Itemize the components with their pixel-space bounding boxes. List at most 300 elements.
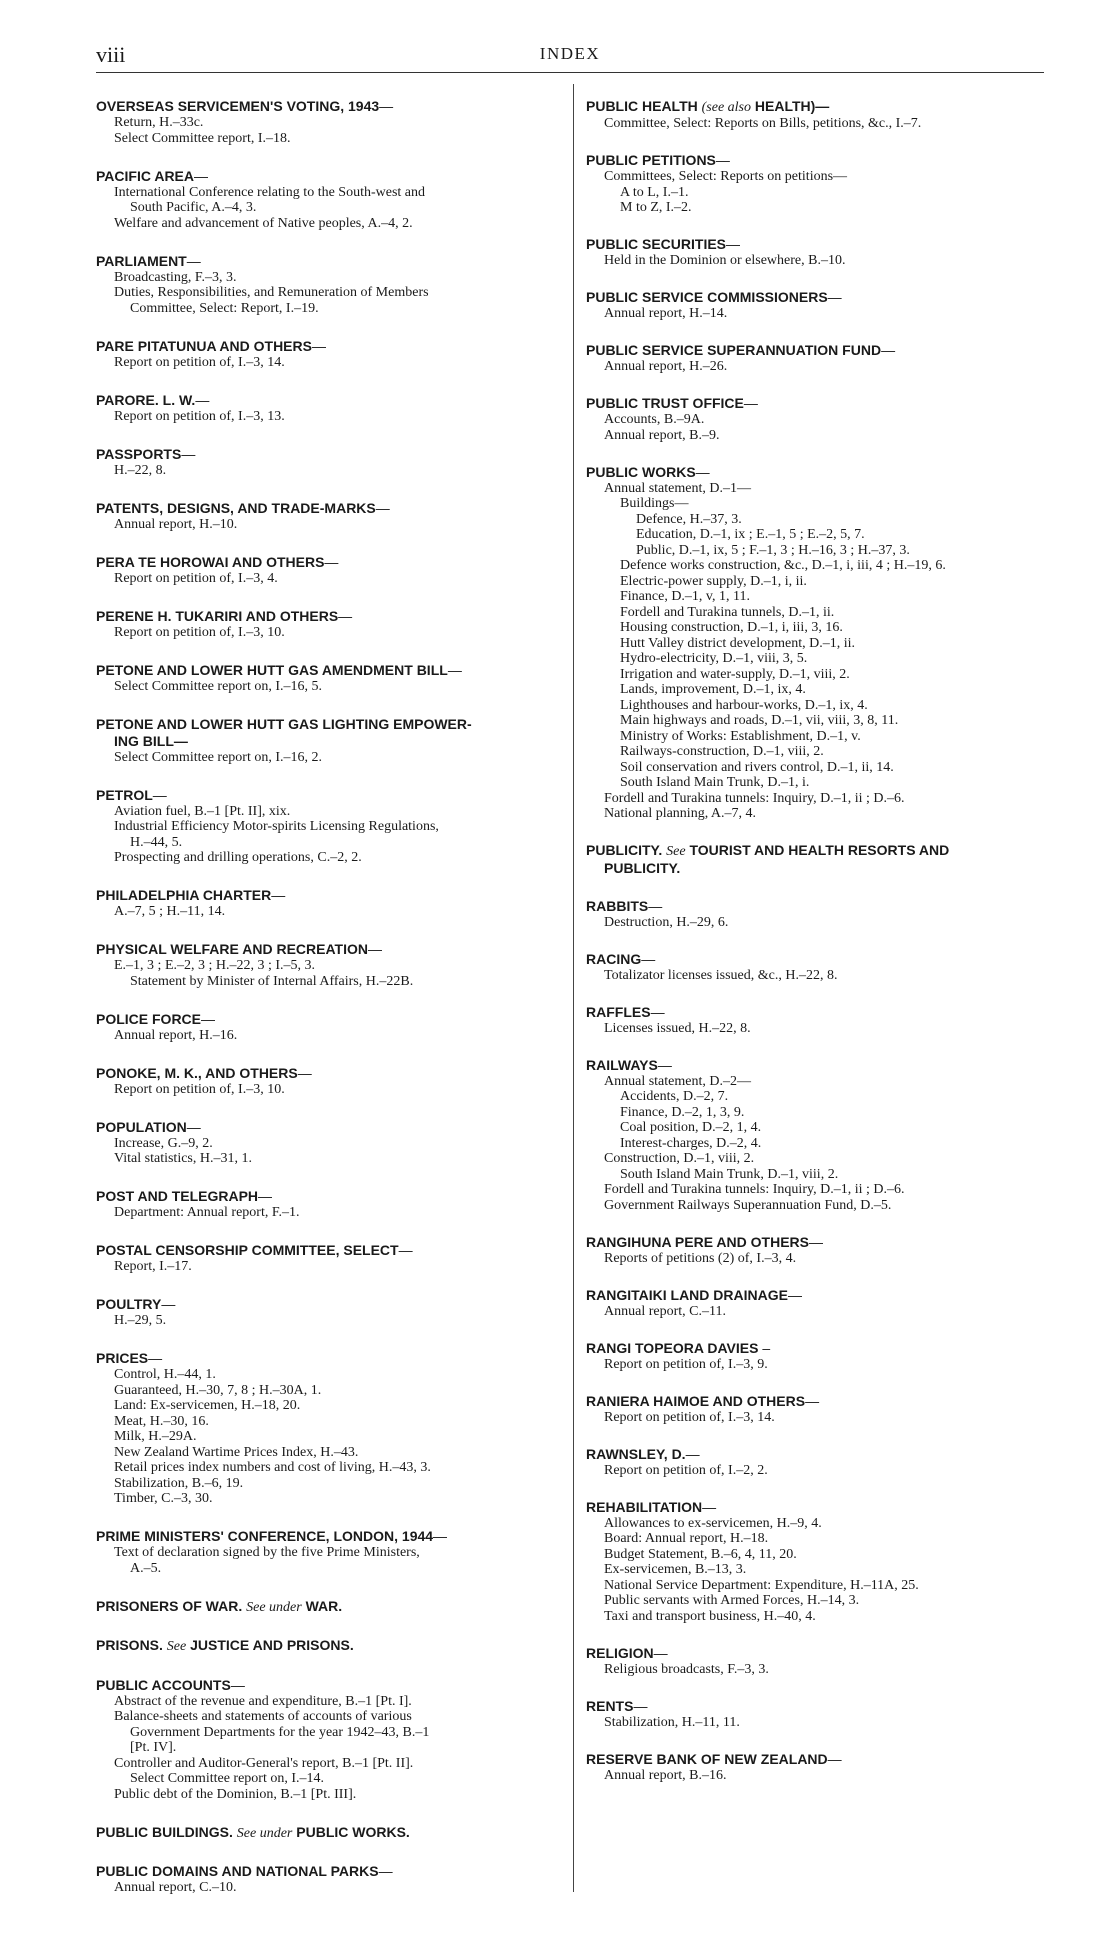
entry-heading-text: RELIGION bbox=[586, 1644, 654, 1661]
entry-heading bbox=[96, 168, 560, 185]
entry-heading-dash: — bbox=[186, 252, 201, 269]
entry-subline: National planning, A.–7, 4. bbox=[604, 806, 757, 821]
entry-subline: Annual report, C.–10. bbox=[114, 1880, 237, 1895]
entry-heading-text: RANGITAIKI LAND DRAINAGE bbox=[586, 1286, 788, 1303]
index-entry bbox=[586, 1340, 1044, 1373]
index-entry bbox=[96, 716, 560, 766]
entry-heading-text: PUBLIC WORKS bbox=[586, 463, 696, 480]
entry-subline: Statement by Minister of Internal Affairs, H.–22B. bbox=[130, 973, 414, 989]
entry-heading-text: PRIME MINISTERS' CONFERENCE, LONDON, 1944 bbox=[96, 1528, 434, 1544]
entry-subline: Held in the Dominion or elsewhere, B.–10. bbox=[604, 253, 846, 268]
entry-subline: Report on petition of, I.–3, 14. bbox=[114, 354, 285, 370]
entry-heading bbox=[96, 446, 560, 463]
entry-heading-dash: — bbox=[367, 941, 382, 957]
entry-subline: Finance, D.–2, 1, 3, 9. bbox=[620, 1104, 745, 1120]
entry-heading bbox=[586, 152, 1044, 169]
see-target-text: JUSTICE AND PRISONS. bbox=[190, 1637, 354, 1653]
see-reference-text: See under bbox=[236, 1825, 293, 1841]
entry-subline: Committee, Select: Report, I.–19. bbox=[130, 300, 319, 316]
entry-heading bbox=[96, 554, 560, 571]
entry-subline: Public debt of the Dominion, B.–1 [Pt. III]. bbox=[114, 1786, 357, 1802]
entry-heading bbox=[586, 1340, 1044, 1357]
entry-heading bbox=[96, 1677, 560, 1694]
entry-heading bbox=[586, 236, 1044, 253]
see-also-text: (see also bbox=[701, 100, 752, 115]
entry-subline: Report on petition of, I.–3, 10. bbox=[114, 1081, 285, 1097]
entry-heading-dash: — bbox=[161, 1296, 176, 1312]
entry-subline: Duties, Responsibilities, and Remuneration of Members bbox=[114, 285, 429, 300]
index-entry bbox=[586, 1234, 1044, 1267]
entry-subline: Lands, improvement, D.–1, ix, 4. bbox=[620, 682, 806, 697]
index-entry bbox=[96, 1637, 560, 1655]
entry-heading-text: RESERVE BANK OF NEW ZEALAND bbox=[586, 1750, 828, 1767]
index-entry bbox=[586, 1751, 1044, 1784]
index-entry bbox=[96, 608, 560, 641]
entry-subline: Report, I.–17. bbox=[114, 1259, 192, 1274]
entry-heading-dash: — bbox=[827, 289, 842, 305]
entry-subline: Annual statement, D.–2— bbox=[604, 1073, 751, 1089]
entry-subline: Annual report, C.–11. bbox=[604, 1303, 726, 1319]
entry-heading-text: PETONE AND LOWER HUTT GAS AMENDMENT BILL bbox=[96, 661, 448, 678]
entry-heading bbox=[96, 1863, 560, 1880]
entry-heading-text: RAILWAYS bbox=[586, 1056, 658, 1073]
entry-subline: Prospecting and drilling operations, C.–2, 2. bbox=[114, 850, 362, 865]
index-entry bbox=[96, 1824, 560, 1842]
entry-subline: Select Committee report on, I.–14. bbox=[130, 1771, 325, 1786]
entry-heading bbox=[586, 1751, 1044, 1768]
entry-subline: [Pt. IV]. bbox=[130, 1740, 177, 1755]
column-divider bbox=[573, 84, 574, 1892]
entry-subline: Hydro-electricity, D.–1, viii, 3, 5. bbox=[620, 651, 808, 666]
entry-heading-continuation: PUBLICITY. bbox=[604, 860, 681, 876]
entry-subline: Department: Annual report, F.–1. bbox=[114, 1205, 300, 1220]
entry-heading-dash: — bbox=[297, 1064, 312, 1081]
index-entry bbox=[96, 662, 560, 695]
entry-heading-text: PHILADELPHIA CHARTER bbox=[96, 887, 272, 903]
index-entry bbox=[586, 1499, 1044, 1625]
entry-heading-text: PUBLIC SERVICE COMMISSIONERS bbox=[586, 289, 828, 305]
index-entry bbox=[586, 1057, 1044, 1214]
entry-subline: Hutt Valley district development, D.–1, ii. bbox=[620, 635, 855, 651]
index-entry bbox=[96, 446, 560, 479]
index-entry bbox=[586, 342, 1044, 375]
see-reference-text: See under bbox=[246, 1599, 302, 1615]
entry-heading bbox=[586, 1499, 1044, 1516]
index-entry bbox=[96, 98, 560, 146]
entry-heading bbox=[96, 1637, 560, 1655]
entry-heading bbox=[586, 951, 1044, 968]
entry-heading-text: PATENTS, DESIGNS, AND TRADE-MARKS bbox=[96, 499, 376, 516]
entry-subline: Budget Statement, B.–6, 4, 11, 20. bbox=[604, 1546, 797, 1562]
entry-subline: M to Z, I.–2. bbox=[620, 200, 692, 215]
entry-subline: Accounts, B.–9A. bbox=[604, 412, 705, 427]
index-entry bbox=[586, 951, 1044, 984]
entry-subline: South Island Main Trunk, D.–1, viii, 2. bbox=[620, 1166, 839, 1182]
entry-heading-dash: — bbox=[398, 1242, 413, 1258]
entry-subline: National Service Department: Expenditure, H.–11A, 25. bbox=[604, 1577, 919, 1593]
entry-subline: A to L, I.–1. bbox=[620, 184, 689, 200]
entry-subline: Committees, Select: Reports on petitions— bbox=[604, 169, 848, 184]
index-entry bbox=[96, 1119, 560, 1167]
entry-heading-dash: — bbox=[685, 1445, 700, 1462]
entry-heading-text: POLICE FORCE bbox=[96, 1010, 202, 1027]
index-entry bbox=[96, 1242, 560, 1275]
entry-subline: Retail prices index numbers and cost of living, H.–43, 3. bbox=[114, 1460, 431, 1475]
entry-subline: Increase, G.–9, 2. bbox=[114, 1135, 213, 1151]
entry-heading bbox=[96, 716, 560, 733]
entry-subline: South Pacific, A.–4, 3. bbox=[130, 200, 257, 215]
index-entry bbox=[586, 1287, 1044, 1320]
entry-subline: Annual report, B.–16. bbox=[604, 1767, 727, 1783]
entry-heading bbox=[96, 941, 560, 958]
entry-heading bbox=[96, 98, 560, 115]
entry-subline: Taxi and transport business, H.–40, 4. bbox=[604, 1608, 816, 1624]
entry-subline: Meat, H.–30, 16. bbox=[114, 1413, 209, 1429]
index-entry bbox=[96, 554, 560, 587]
index-entry bbox=[96, 1863, 560, 1896]
entry-subline: Public servants with Armed Forces, H.–14, 3. bbox=[604, 1593, 860, 1608]
entry-subline: Soil conservation and rivers control, D.–1, ii, 14. bbox=[620, 759, 894, 775]
entry-heading bbox=[586, 342, 1044, 359]
entry-subline: A.–7, 5 ; H.–11, 14. bbox=[114, 904, 226, 919]
entry-subline: Annual report, H.–16. bbox=[114, 1027, 238, 1043]
entry-heading-dash: — bbox=[194, 167, 208, 184]
entry-heading-text: PETONE AND LOWER HUTT GAS LIGHTING EMPOWER- bbox=[96, 715, 472, 732]
entry-subline: Public, D.–1, ix, 5 ; F.–1, 3 ; H.–16, 3 ; H.–37, 3. bbox=[636, 542, 910, 558]
index-entry bbox=[586, 98, 1044, 132]
entry-subline: Report on petition of, I.–3, 14. bbox=[604, 1409, 775, 1425]
entry-heading bbox=[586, 395, 1044, 412]
entry-subline: Irrigation and water-supply, D.–1, viii, 2. bbox=[620, 666, 850, 682]
entry-heading bbox=[96, 608, 560, 625]
index-entry bbox=[96, 1350, 560, 1507]
index-entry bbox=[96, 338, 560, 371]
entry-heading-dash: — bbox=[695, 463, 710, 480]
entry-heading-dash: — bbox=[311, 337, 326, 354]
entry-heading-text: PASSPORTS bbox=[96, 445, 182, 462]
entry-heading-dash: — bbox=[324, 553, 339, 570]
entry-subline: Reports of petitions (2) of, I.–3, 4. bbox=[604, 1250, 797, 1266]
index-entry bbox=[96, 1296, 560, 1329]
index-entry bbox=[96, 787, 560, 866]
index-entry bbox=[586, 1698, 1044, 1731]
entry-subline: Accidents, D.–2, 7. bbox=[620, 1089, 729, 1104]
entry-heading-dash: — bbox=[447, 661, 462, 678]
entry-heading-text: RAWNSLEY, D. bbox=[586, 1445, 686, 1462]
entry-heading bbox=[586, 464, 1044, 481]
see-target-text: WAR. bbox=[305, 1597, 343, 1614]
entry-heading-text: PUBLIC DOMAINS AND NATIONAL PARKS bbox=[96, 1863, 379, 1879]
entry-heading-text: PARLIAMENT bbox=[96, 252, 187, 269]
entry-heading-text: PRISONS. bbox=[96, 1637, 163, 1653]
entry-subline: H.–44, 5. bbox=[130, 834, 183, 850]
entry-subline: Land: Ex-servicemen, H.–18, 20. bbox=[114, 1398, 301, 1413]
entry-subline: Government Railways Superannuation Fund, D.–5. bbox=[604, 1197, 892, 1213]
entry-heading bbox=[96, 500, 560, 517]
index-entry bbox=[96, 941, 560, 989]
entry-heading-dash: — bbox=[657, 1056, 672, 1073]
entry-subline: Construction, D.–1, viii, 2. bbox=[604, 1151, 755, 1166]
entry-heading-text: RENTS bbox=[586, 1697, 634, 1714]
index-column-left bbox=[96, 98, 560, 1896]
entry-subline: Report on petition of, I.–3, 9. bbox=[604, 1356, 768, 1372]
entry-heading-dash: — bbox=[195, 391, 210, 408]
entry-subline: Balance-sheets and statements of accounts of various bbox=[114, 1709, 412, 1724]
entry-heading-text: PARE PITATUNUA AND OTHERS bbox=[96, 337, 312, 354]
entry-heading bbox=[96, 1242, 560, 1259]
index-entry bbox=[96, 392, 560, 425]
entry-subline: New Zealand Wartime Prices Index, H.–43. bbox=[114, 1444, 359, 1460]
entry-heading-dash: — bbox=[787, 1286, 802, 1303]
entry-subline: Annual report, H.–14. bbox=[604, 306, 728, 321]
entry-subline: Main highways and roads, D.–1, vii, viii, 3, 8, 11. bbox=[620, 713, 899, 728]
entry-subline: Report on petition of, I.–3, 13. bbox=[114, 408, 285, 424]
entry-subline: Finance, D.–1, v, 1, 11. bbox=[620, 589, 750, 604]
entry-heading bbox=[586, 1645, 1044, 1662]
entry-heading-text: PUBLIC BUILDINGS. bbox=[96, 1823, 233, 1840]
entry-heading-dash: — bbox=[633, 1697, 648, 1714]
index-entry bbox=[586, 236, 1044, 269]
entry-heading-dash: – bbox=[758, 1339, 771, 1356]
index-entry bbox=[96, 887, 560, 920]
entry-heading-text: PONOKE, M. K., AND OTHERS bbox=[96, 1064, 298, 1081]
entry-heading-text: PUBLIC SECURITIES bbox=[586, 236, 727, 252]
entry-heading-text: PARORE. L. W. bbox=[96, 391, 196, 408]
entry-heading-dash: — bbox=[715, 152, 730, 168]
entry-heading-dash: — bbox=[375, 499, 390, 516]
entry-heading-dash: — bbox=[805, 1392, 820, 1409]
index-entry bbox=[96, 1528, 560, 1576]
entry-heading-dash: — bbox=[641, 950, 656, 967]
entry-heading bbox=[96, 1824, 560, 1842]
index-entry bbox=[586, 1004, 1044, 1037]
entry-heading-dash: — bbox=[338, 607, 353, 624]
index-entry bbox=[96, 1011, 560, 1044]
entry-subline: Fordell and Turakina tunnels: Inquiry, D.–1, ii ; D.–6. bbox=[604, 790, 905, 806]
entry-subline: South Island Main Trunk, D.–1, i. bbox=[620, 775, 810, 790]
index-entry bbox=[96, 253, 560, 317]
entry-subline: H.–22, 8. bbox=[114, 462, 167, 478]
entry-heading-text: POULTRY bbox=[96, 1296, 162, 1312]
entry-heading bbox=[96, 662, 560, 679]
entry-heading-dash: — bbox=[653, 1644, 668, 1661]
entry-subline: Coal position, D.–2, 1, 4. bbox=[620, 1120, 762, 1135]
index-entry bbox=[96, 1677, 560, 1803]
entry-heading bbox=[96, 1065, 560, 1082]
index-entry bbox=[586, 1446, 1044, 1479]
entry-heading-text: OVERSEAS SERVICEMEN'S VOTING, 1943 bbox=[96, 98, 380, 114]
see-target-text: TOURIST AND HEALTH RESORTS AND bbox=[689, 842, 950, 858]
entry-heading bbox=[96, 1011, 560, 1028]
index-entry bbox=[586, 464, 1044, 822]
entry-heading-dash: — bbox=[648, 897, 663, 914]
entry-subline: Guaranteed, H.–30, 7, 8 ; H.–30A, 1. bbox=[114, 1382, 322, 1398]
header-rule bbox=[96, 72, 1044, 73]
entry-heading bbox=[586, 1234, 1044, 1251]
entry-heading-continuation: ING BILL— bbox=[114, 732, 188, 749]
entry-heading-dash: — bbox=[230, 1676, 245, 1693]
entry-subline: Destruction, H.–29, 6. bbox=[604, 914, 729, 930]
entry-subline: Railways-construction, D.–1, viii, 2. bbox=[620, 744, 824, 759]
entry-heading-text: PUBLIC ACCOUNTS bbox=[96, 1676, 231, 1693]
entry-subline: H.–29, 5. bbox=[114, 1313, 167, 1328]
entry-heading-dash: — bbox=[881, 342, 896, 358]
entry-subline: Report on petition of, I.–3, 4. bbox=[114, 570, 278, 586]
entry-subline: Defence works construction, &c., D.–1, i, iii, 4 ; H.–19, 6. bbox=[620, 558, 946, 573]
entry-heading-text: RAFFLES bbox=[586, 1003, 651, 1020]
entry-heading-text: PUBLIC PETITIONS bbox=[586, 152, 716, 168]
page-header bbox=[96, 42, 1044, 68]
index-column-right bbox=[586, 98, 1044, 1783]
entry-heading-text: RACING bbox=[586, 950, 642, 967]
entry-subline: Annual report, H.–10. bbox=[114, 516, 238, 532]
entry-heading bbox=[586, 898, 1044, 915]
index-entry bbox=[96, 1188, 560, 1221]
entry-subline: Control, H.–44, 1. bbox=[114, 1367, 216, 1382]
entry-subline: Government Departments for the year 1942–43, B.–1 bbox=[130, 1724, 430, 1740]
index-entry bbox=[586, 842, 1044, 877]
index-entry bbox=[586, 289, 1044, 322]
entry-heading-text: PERENE H. TUKARIRI AND OTHERS bbox=[96, 607, 339, 624]
entry-heading bbox=[586, 1004, 1044, 1021]
entry-heading bbox=[96, 253, 560, 270]
see-reference-text: See bbox=[666, 844, 686, 859]
entry-heading-text: PHYSICAL WELFARE AND RECREATION bbox=[96, 941, 368, 957]
entry-subline: Controller and Auditor-General's report, B.–1 [Pt. II]. bbox=[114, 1755, 414, 1771]
entry-heading-text: PRICES bbox=[96, 1350, 149, 1366]
entry-heading-text: PACIFIC AREA bbox=[96, 167, 194, 184]
entry-heading-dash: — bbox=[433, 1528, 448, 1544]
page-title: INDEX bbox=[539, 44, 601, 63]
entry-heading bbox=[96, 1350, 560, 1367]
entry-subline: Electric-power supply, D.–1, i, ii. bbox=[620, 573, 807, 589]
entry-heading-tail: HEALTH)— bbox=[754, 98, 830, 114]
entry-subline: Vital statistics, H.–31, 1. bbox=[114, 1151, 252, 1166]
entry-subline: Select Committee report on, I.–16, 5. bbox=[114, 678, 323, 694]
entry-heading-dash: — bbox=[271, 887, 286, 903]
index-entry bbox=[96, 1598, 560, 1616]
entry-heading-text: RANIERA HAIMOE AND OTHERS bbox=[586, 1392, 806, 1409]
entry-heading-text: RABBITS bbox=[586, 897, 649, 914]
index-entry bbox=[586, 395, 1044, 443]
entry-subline: Annual report, B.–9. bbox=[604, 427, 720, 443]
entry-heading bbox=[586, 1057, 1044, 1074]
entry-subline: Committee, Select: Reports on Bills, petitions, &c., I.–7. bbox=[604, 116, 922, 131]
entry-subline: Select Committee report, I.–18. bbox=[114, 130, 291, 146]
entry-heading-text: REHABILITATION bbox=[586, 1498, 703, 1515]
entry-subline: Welfare and advancement of Native peoples, A.–4, 2. bbox=[114, 215, 413, 231]
entry-subline: Report on petition of, I.–2, 2. bbox=[604, 1462, 768, 1478]
entry-heading bbox=[96, 1296, 560, 1313]
entry-heading bbox=[586, 1698, 1044, 1715]
entry-heading-text: RANGI TOPEORA DAVIES bbox=[586, 1339, 759, 1356]
see-target-text: PUBLIC WORKS. bbox=[296, 1823, 410, 1840]
entry-subline: Board: Annual report, H.–18. bbox=[604, 1531, 769, 1546]
entry-subline: Return, H.–33c. bbox=[114, 115, 204, 130]
entry-heading-dash: — bbox=[258, 1188, 273, 1204]
entry-heading-text: PETROL bbox=[96, 786, 153, 803]
entry-heading bbox=[96, 1119, 560, 1136]
entry-subline: Totalizator licenses issued, &c., H.–22, 8. bbox=[604, 967, 838, 983]
entry-subline: E.–1, 3 ; E.–2, 3 ; H.–22, 3 ; I.–5, 3. bbox=[114, 958, 316, 973]
entry-heading-dash: — bbox=[201, 1010, 216, 1027]
entry-heading-dash: — bbox=[148, 1350, 163, 1366]
entry-subline: Religious broadcasts, F.–3, 3. bbox=[604, 1661, 769, 1677]
entry-subline: Aviation fuel, B.–1 [Pt. II], xix. bbox=[114, 803, 291, 819]
entry-subline: Stabilization, B.–6, 19. bbox=[114, 1475, 244, 1491]
entry-heading bbox=[96, 787, 560, 804]
entry-heading bbox=[586, 842, 1044, 860]
index-entry bbox=[586, 152, 1044, 216]
entry-heading-dash: — bbox=[650, 1003, 665, 1020]
entry-subline: Abstract of the revenue and expenditure, B.–1 [Pt. I]. bbox=[114, 1693, 412, 1709]
entry-subline: Education, D.–1, ix ; E.–1, 5 ; E.–2, 5, 7. bbox=[636, 527, 865, 542]
entry-subline: A.–5. bbox=[130, 1560, 162, 1576]
entry-heading-text: PRISONERS OF WAR. bbox=[96, 1597, 243, 1614]
entry-subline: Buildings— bbox=[620, 496, 689, 511]
entry-subline: Text of declaration signed by the five Prime Ministers, bbox=[114, 1545, 420, 1560]
entry-subline: Industrial Efficiency Motor-spirits Licensing Regulations, bbox=[114, 819, 439, 834]
entry-subline: Report on petition of, I.–3, 10. bbox=[114, 624, 285, 640]
entry-heading-text: POST AND TELEGRAPH bbox=[96, 1188, 259, 1204]
entry-subline: Ex-servicemen, B.–13, 3. bbox=[604, 1562, 747, 1577]
entry-subline: Select Committee report on, I.–16, 2. bbox=[114, 749, 323, 765]
index-entry bbox=[96, 1065, 560, 1098]
entry-subline: Annual report, H.–26. bbox=[604, 359, 728, 374]
entry-heading bbox=[96, 887, 560, 904]
entry-heading-text: PUBLICITY. bbox=[586, 842, 663, 858]
entry-heading-text: PERA TE HOROWAI AND OTHERS bbox=[96, 553, 325, 570]
entry-subline: Fordell and Turakina tunnels, D.–1, ii. bbox=[620, 604, 835, 620]
index-entry bbox=[586, 1393, 1044, 1426]
entry-heading-text: POPULATION bbox=[96, 1118, 187, 1135]
entry-subline: Stabilization, H.–11, 11. bbox=[604, 1714, 740, 1730]
entry-heading-text: POSTAL CENSORSHIP COMMITTEE, SELECT bbox=[96, 1242, 399, 1258]
entry-subline: International Conference relating to the South-west and bbox=[114, 184, 426, 200]
entry-subline: Licenses issued, H.–22, 8. bbox=[604, 1020, 751, 1036]
entry-heading-dash: — bbox=[743, 395, 758, 411]
entry-heading bbox=[96, 392, 560, 409]
entry-heading bbox=[586, 1287, 1044, 1304]
entry-subline: Interest-charges, D.–2, 4. bbox=[620, 1135, 762, 1151]
entry-heading-dash: — bbox=[181, 445, 196, 462]
index-entry bbox=[586, 1645, 1044, 1678]
index-entry bbox=[96, 500, 560, 533]
entry-heading-dash: — bbox=[379, 98, 394, 114]
entry-heading-dash: — bbox=[186, 1118, 201, 1135]
entry-heading bbox=[586, 98, 1044, 116]
entry-subline: Fordell and Turakina tunnels: Inquiry, D.–1, ii ; D.–6. bbox=[604, 1182, 905, 1197]
entry-heading-text: PUBLIC TRUST OFFICE bbox=[586, 395, 744, 411]
entry-subline: Milk, H.–29A. bbox=[114, 1429, 197, 1444]
entry-subline: Lighthouses and harbour-works, D.–1, ix, 4. bbox=[620, 697, 868, 713]
entry-subline: Allowances to ex-servicemen, H.–9, 4. bbox=[604, 1515, 822, 1531]
entry-heading-text: PUBLIC HEALTH bbox=[586, 98, 698, 114]
entry-heading-dash: — bbox=[702, 1498, 717, 1515]
index-entry bbox=[586, 898, 1044, 931]
entry-heading bbox=[96, 338, 560, 355]
page-number: viii bbox=[96, 42, 126, 67]
entry-subline: Housing construction, D.–1, i, iii, 3, 16. bbox=[620, 620, 843, 635]
entry-heading bbox=[586, 1446, 1044, 1463]
entry-subline: Annual statement, D.–1— bbox=[604, 480, 751, 496]
entry-subline: Defence, H.–37, 3. bbox=[636, 511, 742, 527]
index-entry bbox=[96, 168, 560, 232]
entry-heading-dash: — bbox=[152, 786, 167, 803]
entry-heading-text: PUBLIC SERVICE SUPERANNUATION FUND bbox=[586, 342, 882, 358]
entry-heading-dash: — bbox=[808, 1233, 823, 1250]
entry-heading-dash: — bbox=[827, 1750, 842, 1767]
